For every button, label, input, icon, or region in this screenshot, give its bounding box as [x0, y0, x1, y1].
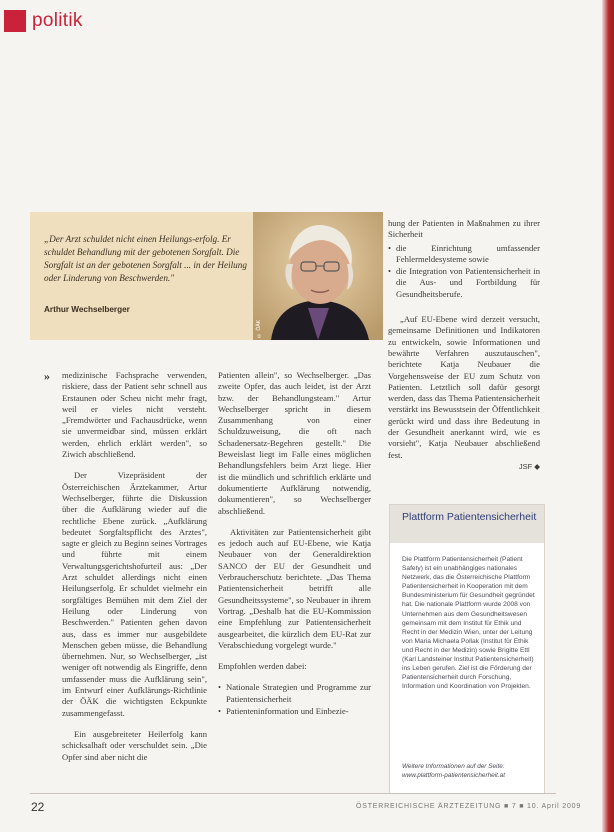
paragraph: Patienten allein", so Wechselberger. „Das zweite Opfer, das auch leidet, ist der Arzt bzw. der Behandlungsteam." Artur Wechselberger spricht in diesem Zusammenhang von einer Schuldzuweisung, die oft nach Schadenersatz-Begehren gestellt." Die Beweislast liegt im Falle eines möglichen Behandlungsfehlers beim Arzt liege. Hier ist die mündlich und schriftlich erklärte und dokumentierte Aufklärung notwendig, dokumentieren", so Wechselberger abschließend.: [218, 370, 371, 516]
page-number: 22: [31, 800, 45, 814]
page-edge-strip: [602, 0, 614, 832]
list-item: • die Integration von Patientensicherheit in die Aus- und Fortbildung für Gesundheitsberufe.: [388, 266, 540, 300]
paragraph: hung der Patienten in Maßnahmen zu ihrer Sicherheit: [388, 218, 540, 240]
paragraph: Der Vizepräsident der Österreichischen Ärztekammer, Artur Wechselberger, führte die Diskussion über die Aufklärung wieder auf die rechtliche Ebene zurück. „Aufklärung bedeutet Sorgfaltspflicht des Arztes", sagte er gleich zu Beginn seines Vortrages und führte mit einem Verwaltungsgerichtshofurteil aus: „Der Arzt schuldet allerdings nicht einen Heilungserfolg. Er schuldet vielmehr ein sorgfältiges Bemühen mit dem Ziel der Heilung oder Linderung von Beschwerden." Patienten gehen davon aus, dass es immer nur ausgebildete Menschen geben müsse, die Behandlung übernehmen. Nur, so Wechselberger, „ist weniger oft notwendig als Eingriffe, denn umfassender muss die Aufklärung sein", im Entwurf einer Aufklärungs-Richtlinie der ÖÄK die wichtigsten Eckpunkte zusammengefasst.: [62, 470, 207, 718]
author-signature: JSF ◆: [518, 461, 540, 471]
photo-credit: © ÖÄK: [256, 320, 262, 338]
list-item: • Patienteninformation und Einbezie-: [218, 706, 371, 717]
paragraph: Aktivitäten zur Patientensicherheit gibt es jedoch auch auf EU-Ebene, wie Katja Neubauer von der Generaldirektion SANCO der EU der Gesundheit und Verbraucherschutz berichtete. „Das Thema Patientensicherheit betrifft alle Gesundheitssysteme", so Neubauer in ihrem Vortrag. „Deshalb hat die EU-Kommission eine Empfehlung zur Patientensicherheit ausgearbeitet, die kürzlich dem EU-Rat zur Verabschiedung vorgelegt wurde.": [218, 526, 371, 650]
paragraph: medizinische Fachsprache verwenden, riskiere, dass der Patient sehr schnell aus Erstaunen oder Scheu nicht mehr fragt, weil er vieles nicht versteht. „Fremdwörter und Fachausdrücke, wenn sie unvermeidbar sind, müssen erklärt werden, ehrlich erklärt werden", so Ziwich abschließend.: [62, 370, 207, 460]
footer-divider: [30, 793, 556, 794]
section-header: [4, 10, 83, 32]
paragraph: „Auf EU-Ebene wird derzeit versucht, gemeinsame Definitionen und Indikatoren zu entwickeln, sowie Informationen und bewährte Verfahren auszutauschen", berichtete Katja Neubauer die Vorgehensweise der EU zum Schutz von Patienten. Letztlich soll dafür gesorgt werden, dass das Thema Patientensicherheit verstärkt ins Bewusstsein der Öffentlichkeit gerückt wird und dass ihre Bedeutung in der Gesundheit anerkannt wird, wie es vorsieht", Katja Neubauer abschließend fest.: [388, 314, 540, 460]
portrait-photo: [253, 212, 383, 340]
bullet-list: [388, 243, 540, 300]
info-box-title: Plattform Patientensicherheit: [402, 511, 537, 523]
section-title: politik: [32, 10, 83, 31]
list-item: • die Einrichtung umfassender Fehlermeldesysteme sowie: [388, 243, 540, 266]
list-item: • Nationale Strategien und Programme zur Patientensicherheit: [218, 682, 371, 705]
text-column-1: [62, 370, 207, 773]
section-marker: [4, 10, 26, 32]
paragraph: Ein ausgebreiteter Heilerfolg kann schicksalhaft oder verschuldet sein. „Die Opfer sind aber nicht die: [62, 728, 207, 762]
info-box: [389, 504, 545, 794]
pull-quote-author: Arthur Wechselberger: [44, 305, 130, 314]
info-box-header: [390, 505, 544, 543]
info-box-text: Die Plattform Patientensicherheit (Patient Safety) ist ein unabhängiges nationales Netzwerk, das die Österreichische Plattform Patientensicherheit in Kooperation mit dem Bundesministerium für Gesundheit gegründet hat. Die nationale Plattform wurde 2008 von Unternehmen aus dem Gesundheitswesen gemeinsam mit dem Institut für Ethik und Recht in der Medizin Wien, unter der Leitung von Maria Michaela Pollak (Institut für Ethik und Recht in der Medizin) sowie Brigitte Ettl (Karl Landsteiner Institut Patientensicherheit) ins Leben gerufen. Ziel ist die Förderung der Patientensicherheit durch Forschung, Information und Koordination von Projekten.: [402, 556, 535, 691]
portrait-illustration: [253, 212, 383, 340]
paragraph: Empfohlen werden dabei:: [218, 661, 307, 672]
bullet-list: [218, 682, 371, 717]
info-box-note: Weitere Informationen auf der Seite: www.plattform-patientensicherheit.at: [402, 763, 506, 779]
text-column-2: [218, 370, 371, 723]
pull-quote-text: „Der Arzt schuldet nicht einen Heilungs-erfolg. Er schuldet Behandlung mit der gebotenen Sorgfalt. Die Sorgfalt ist an der gebotenen Sorgfalt ... in der Heilung oder Linderung von Beschwerden.": [44, 234, 247, 283]
quote-continuation-marker: »: [44, 369, 50, 383]
text-column-3: [388, 218, 540, 472]
journal-footer: ÖSTERREICHISCHE ÄRZTEZEITUNG ■ 7 ■ 10. April 2009: [356, 803, 582, 810]
